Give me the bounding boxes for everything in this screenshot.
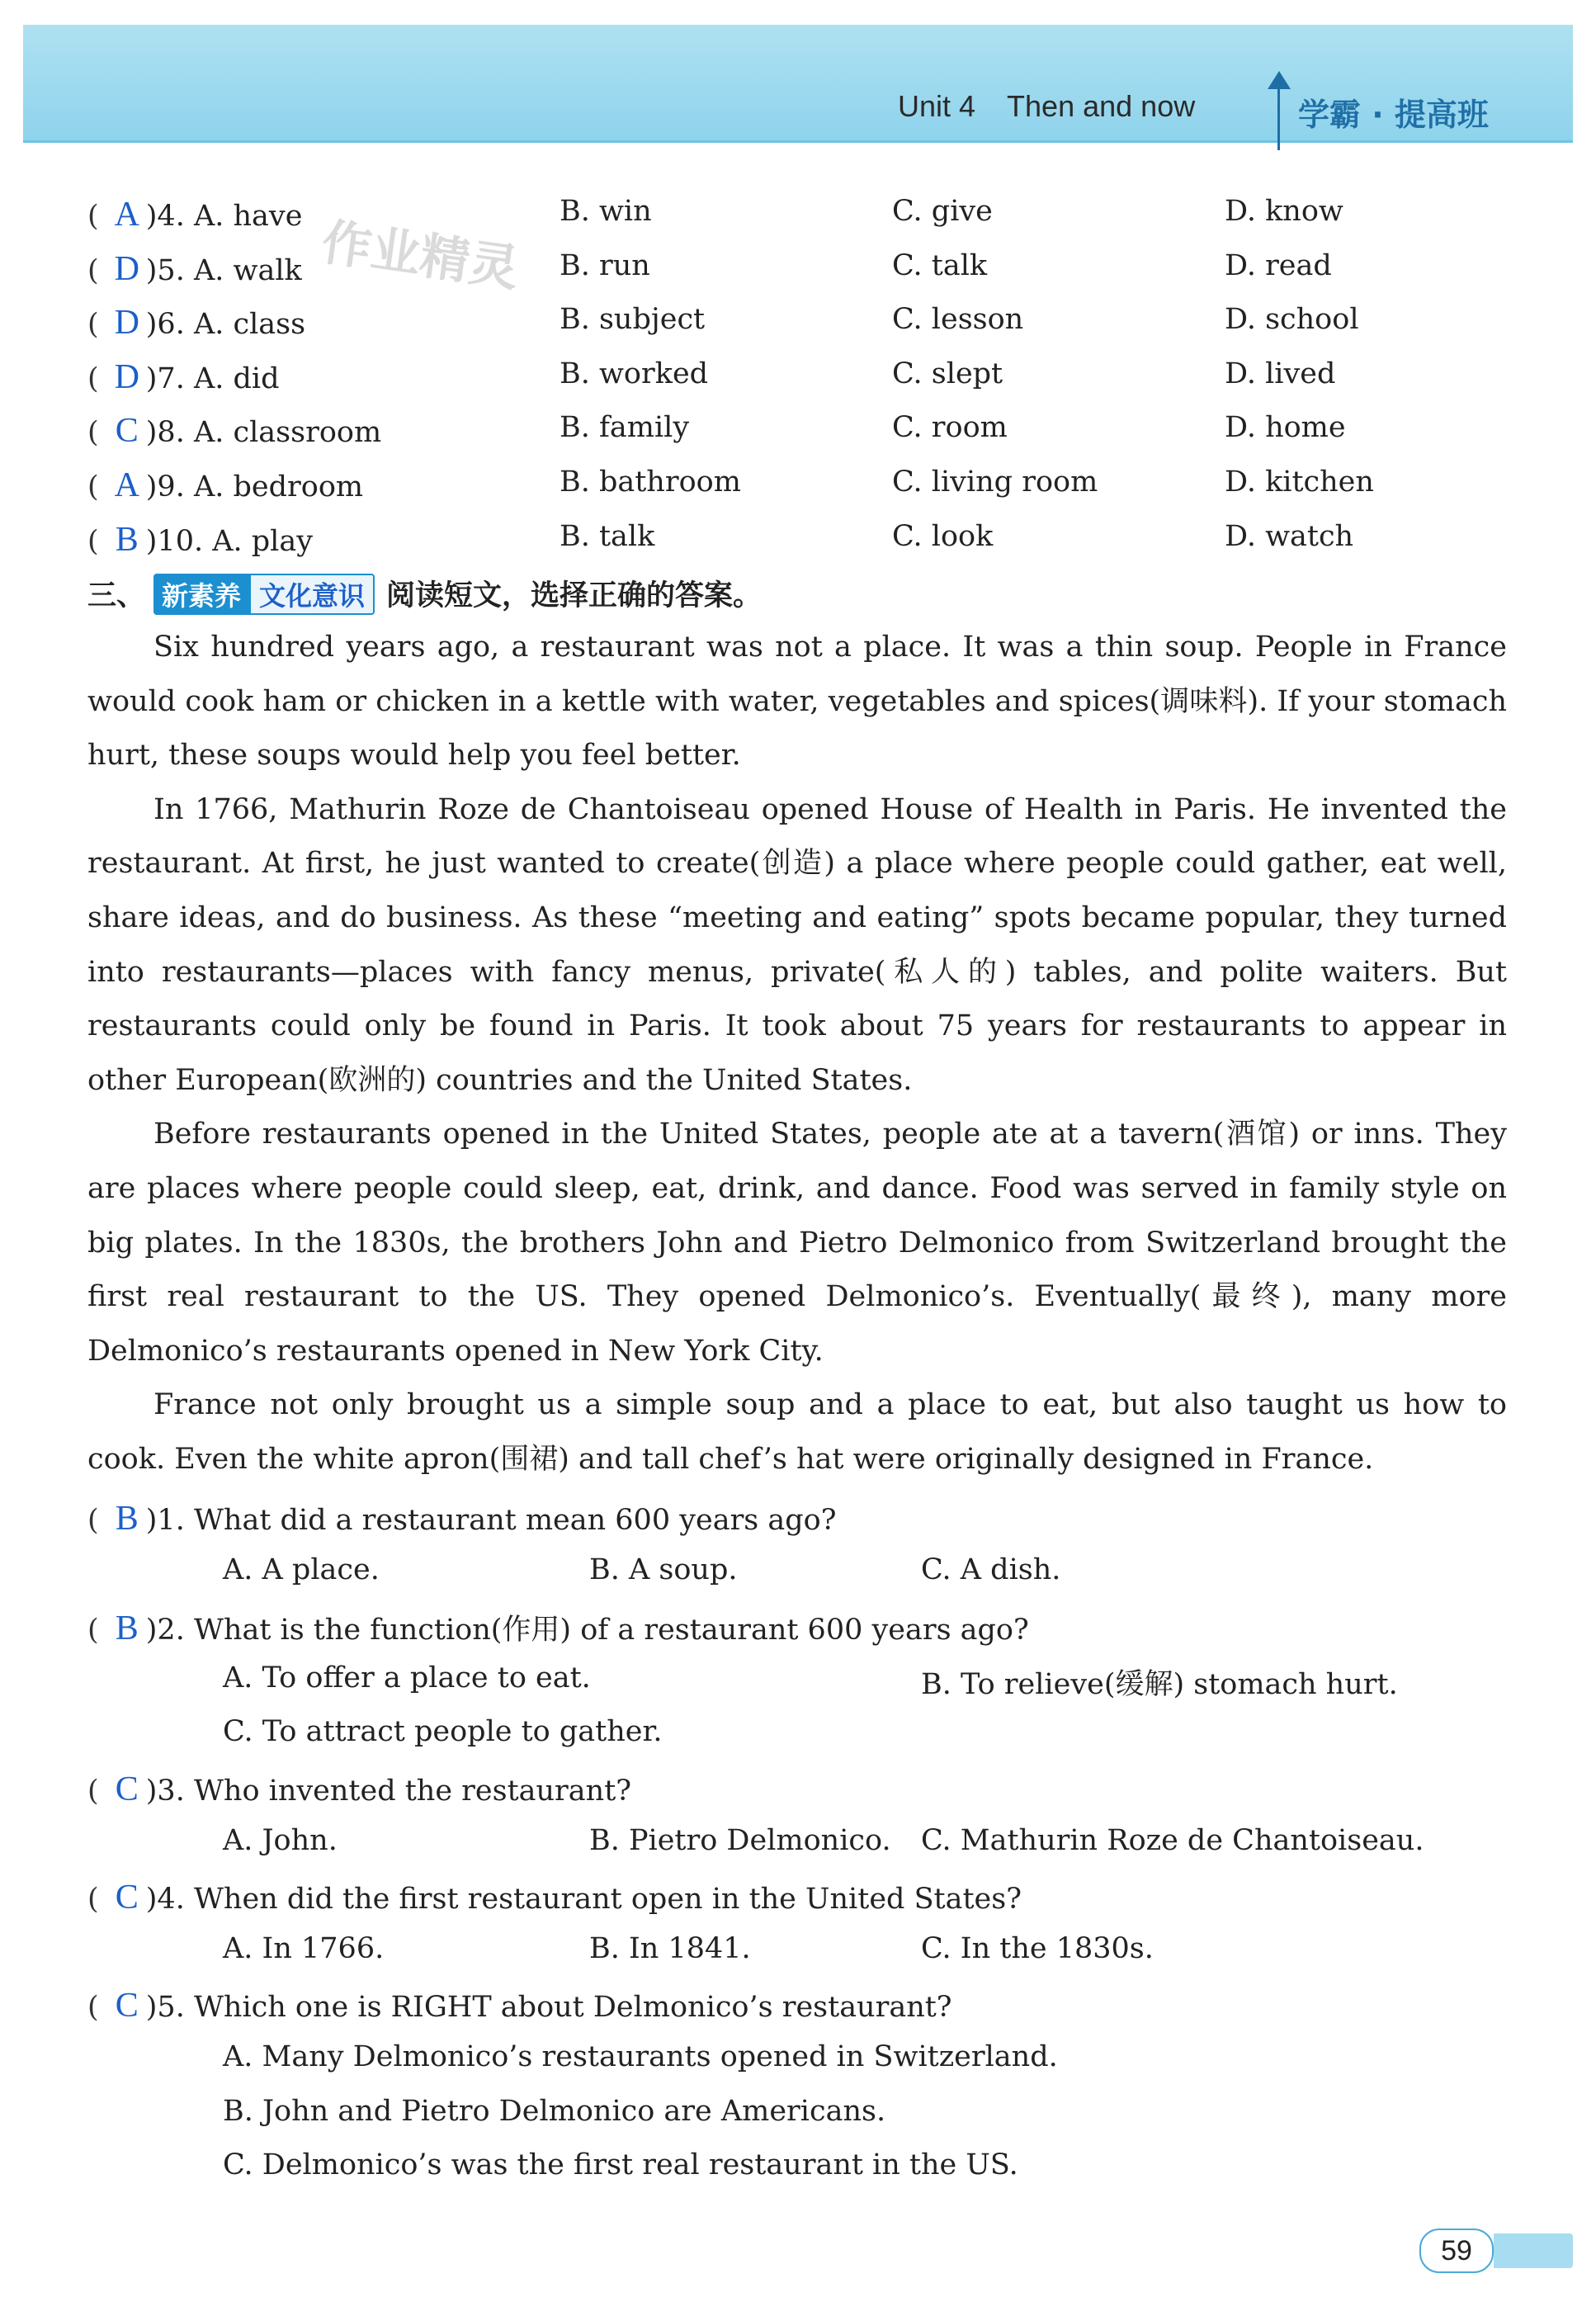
cloze-row — [87, 411, 1507, 452]
cloze-stem: ( C )8. A. classroom — [87, 412, 382, 451]
option-b: B. bathroom — [560, 466, 741, 499]
answer-letter: D — [114, 249, 139, 288]
answer-option: B. Pietro Delmonico. — [589, 1823, 891, 1857]
section-number: 三、 — [87, 579, 146, 612]
question-number: )7. — [145, 362, 185, 395]
cloze-stem: ( B )10. A. play — [87, 520, 314, 559]
cloze-stem: ( D )5. A. walk — [87, 249, 302, 288]
passage-paragraph: Before restaurants opened in the United States, people ate at a tavern(酒馆) or inns. They are places where people could sleep, eat, drink, and dance. Food was served in family style on big plates. In the 1830s, the brothers John and Pietro Delmonico from Switzerland brought the first real restaurant to the US. They opened Delmonico’s. Eventually(最终), many more Delmonico’s restaurants opened in New York City. — [87, 1118, 1507, 1368]
answer-letter: C — [115, 1879, 139, 1917]
header-divider — [1277, 83, 1280, 150]
section-heading — [87, 573, 762, 615]
answer-option: C. Mathurin Roze de Chantoiseau. — [921, 1823, 1424, 1857]
answer-option: B. John and Pietro Delmonico are Americans. — [223, 2094, 886, 2128]
answer-option: B. A soup. — [589, 1553, 738, 1586]
section-tag-new: 新素养 — [153, 574, 249, 615]
answer-letter: D — [114, 304, 139, 343]
unit-number: Unit 4 — [898, 89, 976, 123]
passage-paragraph: Six hundred years ago, a restaurant was not a place. It was a thin soup. People in France would cook ham or chicken in a kettle with water, vegetables and spices(调味料). If your stomach hurt, these soups would help you feel better. — [87, 631, 1507, 773]
cloze-row — [87, 357, 1507, 399]
option-c: C. living room — [892, 466, 1098, 499]
question-stem: ( B )1. What did a restaurant mean 600 years ago? — [87, 1500, 837, 1538]
answer-option: C. To attract people to gather. — [223, 1715, 663, 1749]
option-a: A. have — [193, 200, 303, 233]
option-a: A. bedroom — [193, 470, 364, 503]
cloze-row — [87, 520, 1507, 561]
page-number-bar — [1494, 2233, 1573, 2268]
section-instruction: 阅读短文，选择正确的答案。 — [386, 579, 763, 612]
question-stem: ( B )2. What is the function(作用) of a restaurant 600 years ago? — [87, 1609, 1029, 1648]
answer-letter: A — [114, 196, 139, 234]
option-b: B. family — [560, 411, 690, 445]
cloze-stem: ( A )9. A. bedroom — [87, 466, 364, 504]
question-text: )2. What is the function(作用) of a restaurant 600 years ago? — [145, 1614, 1029, 1647]
question-stem: ( C )3. Who invented the restaurant? — [87, 1770, 632, 1808]
option-c: C. give — [892, 195, 993, 228]
option-d: D. kitchen — [1225, 466, 1374, 499]
unit-label — [898, 89, 1226, 124]
option-c: C. lesson — [892, 303, 1024, 337]
answer-option: A. Many Delmonico’s restaurants opened in Switzerland. — [223, 2040, 1058, 2073]
option-d: D. home — [1225, 411, 1346, 445]
option-a: A. class — [193, 308, 306, 342]
option-c: C. room — [892, 411, 1008, 445]
question-number: )5. — [145, 253, 185, 287]
question-text: )5. Which one is RIGHT about Delmonico’s restaurant? — [145, 1991, 952, 2025]
option-c: C. talk — [892, 248, 988, 282]
brand-title: 学霸 · 提高班 — [1298, 97, 1489, 133]
page-header — [23, 25, 1573, 143]
answer-letter: B — [115, 1500, 139, 1538]
passage-paragraph: In 1766, Mathurin Roze de Chantoiseau opened House of Health in Paris. He invented the restaurant. At first, he just wanted to create(创造) a place where people could gather, eat well, share ideas, and do business. As these “meeting and eating” spots became popular, they turned into restaurants—places with fancy menus, private(私人的) tables, and polite waiters. But restaurants could only be found in Paris. It took about 75 years for restaurants to appear in other European(欧洲的) countries and the United States. — [87, 792, 1507, 1097]
option-b: B. talk — [560, 519, 655, 553]
question-number: )8. — [145, 416, 185, 450]
question-number: )9. — [145, 470, 185, 503]
answer-letter: C — [115, 412, 139, 451]
answer-option: C. In the 1830s. — [921, 1931, 1154, 1965]
option-d: D. lived — [1225, 357, 1336, 390]
option-d: D. know — [1225, 195, 1343, 228]
section-tag-culture: 文化意识 — [249, 574, 375, 615]
answer-letter: B — [115, 1609, 139, 1648]
option-b: B. run — [560, 248, 650, 282]
answer-option: B. To relieve(缓解) stomach hurt. — [921, 1667, 1398, 1701]
answer-option: B. In 1841. — [589, 1931, 751, 1965]
question-stem: ( C )5. Which one is RIGHT about Delmonico’s restaurant? — [87, 1987, 952, 2025]
answer-option: A. John. — [223, 1823, 338, 1857]
option-a: A. play — [212, 524, 314, 558]
answer-letter: B — [115, 520, 139, 559]
passage-paragraph: France not only brought us a simple soup and a place to eat, but also taught us how to cook. Even the white apron(围裙) and tall chef’s hat were originally designed in France. — [87, 1388, 1507, 1476]
question-text: )4. When did the first restaurant open in the United States? — [145, 1883, 1022, 1917]
answer-option: C. Delmonico’s was the first real restaurant in the US. — [223, 2148, 1018, 2182]
option-c: C. slept — [892, 357, 1003, 390]
reading-passage — [87, 621, 1507, 1487]
answer-option: A. To offer a place to eat. — [223, 1661, 591, 1694]
cloze-row — [87, 466, 1507, 507]
answer-option: A. A place. — [223, 1553, 380, 1586]
option-d: D. read — [1225, 248, 1332, 282]
watermark: 作业精灵 — [318, 213, 523, 299]
answer-letter: C — [115, 1987, 139, 2025]
cloze-row — [87, 303, 1507, 344]
question-text: )3. Who invented the restaurant? — [145, 1775, 632, 1808]
answer-option: C. A dish. — [921, 1553, 1061, 1586]
question-number: )10. — [145, 524, 204, 558]
option-b: B. win — [560, 195, 652, 228]
cloze-row — [87, 249, 1507, 291]
option-c: C. look — [892, 519, 994, 553]
option-d: D. school — [1225, 303, 1359, 337]
cloze-stem: ( D )6. A. class — [87, 304, 306, 343]
question-text: )1. What did a restaurant mean 600 years ago? — [145, 1504, 837, 1537]
option-b: B. subject — [560, 303, 706, 337]
unit-title: Then and now — [1007, 89, 1196, 123]
cloze-stem: ( D )7. A. did — [87, 357, 280, 396]
answer-letter: D — [114, 357, 139, 396]
answer-letter: A — [114, 466, 139, 504]
question-number: )6. — [145, 308, 185, 342]
option-b: B. worked — [560, 357, 709, 390]
page-number: 59 — [1419, 2229, 1494, 2273]
option-a: A. did — [193, 362, 280, 395]
cloze-stem: ( A )4. A. have — [87, 196, 303, 234]
option-a: A. walk — [193, 253, 302, 287]
question-stem: ( C )4. When did the first restaurant open in the United States? — [87, 1879, 1022, 1917]
question-number: )4. — [145, 200, 185, 233]
option-d: D. watch — [1225, 519, 1354, 553]
cloze-row — [87, 195, 1507, 236]
answer-option: A. In 1766. — [223, 1931, 385, 1965]
answer-letter: C — [115, 1770, 139, 1808]
option-a: A. classroom — [193, 416, 382, 450]
